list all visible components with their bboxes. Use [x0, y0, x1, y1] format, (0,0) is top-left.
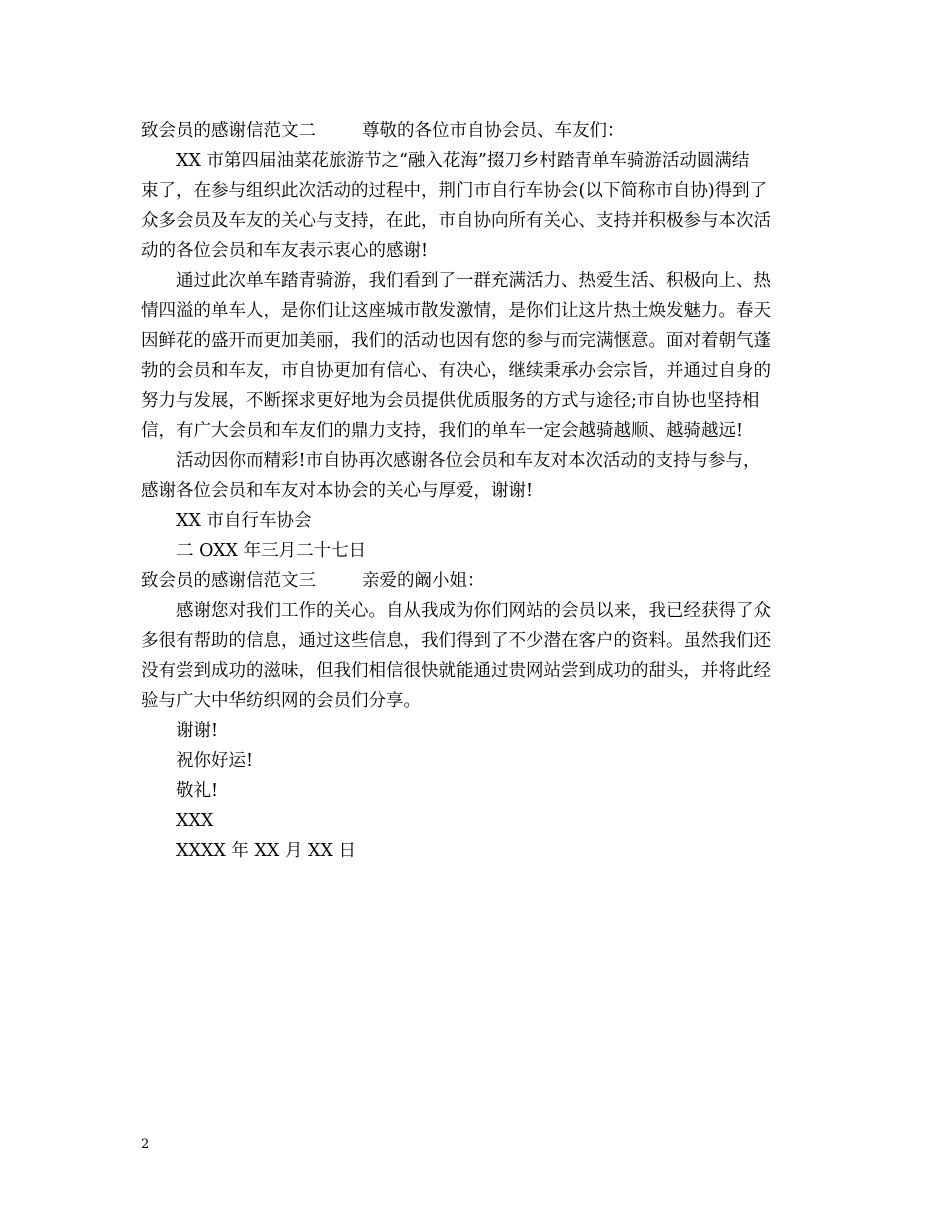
- closing-thanks: 谢谢!: [176, 721, 219, 741]
- paragraph-line: 多很有帮助的信息，通过这些信息，我们得到了不少潜在客户的资料。虽然我们还: [141, 631, 771, 651]
- section-heading-2: [141, 116, 813, 146]
- paragraph-line: 感谢各位会员和车友对本协会的关心与厚爱，谢谢!: [141, 481, 534, 501]
- paragraph-line: 众多会员及车友的关心与支持，在此，市自协向所有关心、支持并积极参与本次活: [141, 211, 771, 231]
- document-body: [141, 116, 813, 866]
- paragraph-line: 验与广大中华纺织网的会员们分享。: [141, 691, 421, 711]
- paragraph-line: 信，有广大会员和车友们的鼎力支持，我们的单车一定会越骑越顺、越骑越远!: [141, 421, 744, 441]
- signature-date: 二 OXX 年三月二十七日: [176, 541, 367, 561]
- paragraph-line: 束了，在参与组织此次活动的过程中，荆门市自行车协会(以下简称市自协)得到了: [141, 181, 768, 201]
- page-number: 2: [141, 1137, 150, 1152]
- closing-wish: 祝你好运!: [176, 751, 254, 771]
- paragraph-line: 情四溢的单车人，是你们让这座城市散发激情，是你们让这片热土焕发魅力。春天: [141, 301, 771, 321]
- paragraph-line: 没有尝到成功的滋味，但我们相信很快就能通过贵网站尝到成功的甜头，并将此经: [141, 661, 771, 681]
- closing-date: XXXX 年 XX 月 XX 日: [176, 841, 356, 861]
- paragraph-line: 努力与发展，不断探求更好地为会员提供优质服务的方式与途径;市自协也坚持相: [141, 391, 760, 411]
- paragraph-line: 活动因你而精彩!市自协再次感谢各位会员和车友对本次活动的支持与参与，: [176, 451, 761, 471]
- salutation: 亲爱的阚小姐：: [362, 571, 485, 591]
- paragraph-line: 勃的会员和车友，市自协更加有信心、有决心，继续秉承办会宗旨，并通过自身的: [141, 361, 771, 381]
- signature-organization: XX 市自行车协会: [176, 511, 312, 531]
- closing-name: XXX: [176, 811, 214, 831]
- section-heading-3: [141, 566, 813, 596]
- paragraph-line: XX 市第四届油菜花旅游节之“融入花海”掇刀乡村踏青单车骑游活动圆满结: [176, 151, 750, 171]
- paragraph-line: 因鲜花的盛开而更加美丽，我们的活动也因有您的参与而完满惬意。面对着朝气蓬: [141, 331, 771, 351]
- closing-regards: 敬礼!: [176, 781, 219, 801]
- paragraph-line: 动的各位会员和车友表示衷心的感谢!: [141, 241, 429, 261]
- paragraph-line: 通过此次单车踏青骑游，我们看到了一群充满活力、热爱生活、积极向上、热: [176, 271, 771, 291]
- salutation: 尊敬的各位市自协会员、车友们：: [362, 121, 625, 141]
- section-title: 致会员的感谢信范文三: [141, 571, 316, 591]
- section-title: 致会员的感谢信范文二: [141, 121, 316, 141]
- paragraph-line: 感谢您对我们工作的关心。自从我成为你们网站的会员以来，我已经获得了众: [176, 601, 771, 621]
